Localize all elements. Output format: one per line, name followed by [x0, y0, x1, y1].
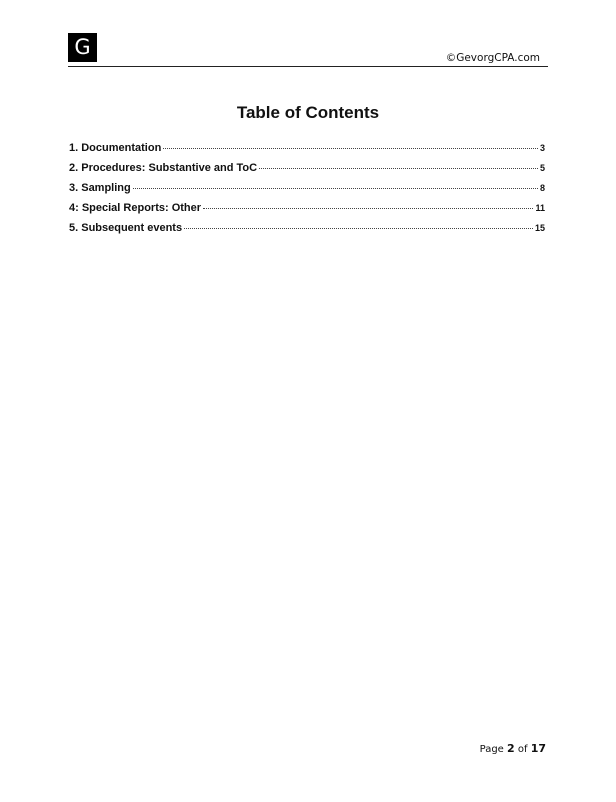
- site-name: ©GevorgCPA.com: [445, 52, 540, 64]
- footer-of-word: of: [517, 744, 528, 755]
- toc-title: Table of Contents: [236, 103, 380, 122]
- toc-entry-subsequent-events[interactable]: [69, 222, 545, 242]
- toc-entry-page: 5: [539, 163, 545, 173]
- logo-letter: G: [74, 35, 91, 59]
- toc-leader-dots: [184, 228, 533, 229]
- toc-entry-documentation[interactable]: [69, 142, 545, 162]
- toc-entry-label: 3. Sampling: [69, 182, 131, 194]
- toc-entry-label: 5. Subsequent events: [69, 222, 183, 234]
- toc-entry-special-reports[interactable]: [69, 202, 545, 222]
- toc-entry-sampling[interactable]: [69, 182, 545, 202]
- toc-entry-label: 2. Procedures: Substantive and ToC: [69, 162, 258, 174]
- footer-current-page: 2: [507, 742, 515, 755]
- toc-entry-page: 3: [539, 143, 545, 153]
- toc-entry-page: 15: [534, 223, 545, 233]
- footer-total-pages: 17: [530, 742, 546, 755]
- page-number-footer: [480, 742, 546, 755]
- toc-entry-label: 1. Documentation: [69, 142, 162, 154]
- toc-leader-dots: [163, 148, 538, 149]
- toc-leader-dots: [203, 208, 533, 209]
- toc-list: [69, 142, 545, 242]
- toc-entry-page: 11: [535, 203, 545, 213]
- toc-leader-dots: [133, 188, 538, 189]
- footer-page-word: Page: [479, 744, 504, 755]
- toc-entry-page: 8: [539, 183, 545, 193]
- toc-leader-dots: [259, 168, 538, 169]
- header-divider: [68, 66, 548, 67]
- toc-entry-procedures[interactable]: [69, 162, 545, 182]
- logo-icon: [68, 33, 97, 62]
- toc-entry-label: 4: Special Reports: Other: [69, 202, 202, 214]
